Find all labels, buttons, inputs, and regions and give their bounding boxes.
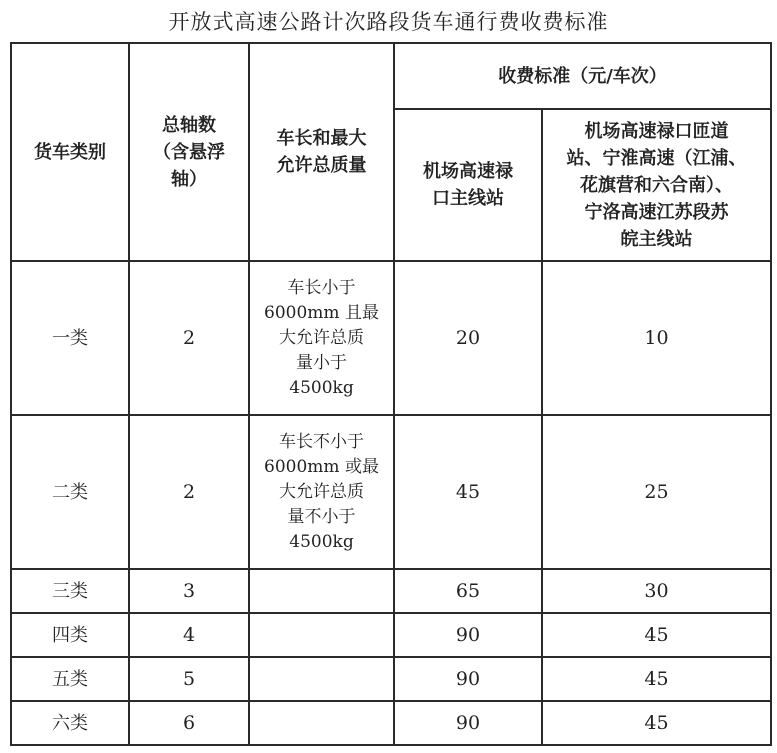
category-cell: 四类 <box>11 613 129 657</box>
fee-station-1-cell: 45 <box>394 415 542 569</box>
header-length-mass: 车长和最大 允许总质量 <box>249 43 394 261</box>
fee-station-2-cell: 45 <box>542 657 771 701</box>
fee-station-2-cell: 45 <box>542 613 771 657</box>
axles-cell: 4 <box>129 613 249 657</box>
fee-station-2-cell: 45 <box>542 701 771 745</box>
fee-station-1-cell: 65 <box>394 569 542 613</box>
length-mass-cell: 车长小于 6000mm 且最 大允许总质 量小于 4500kg <box>249 261 394 415</box>
fee-station-1-cell: 20 <box>394 261 542 415</box>
axles-cell: 5 <box>129 657 249 701</box>
header-category: 货车类别 <box>11 43 129 261</box>
category-cell: 六类 <box>11 701 129 745</box>
axles-cell: 3 <box>129 569 249 613</box>
axles-cell: 6 <box>129 701 249 745</box>
header-axles: 总轴数 （含悬浮 轴） <box>129 43 249 261</box>
category-cell: 五类 <box>11 657 129 701</box>
header-station-1: 机场高速禄 口主线站 <box>394 109 542 261</box>
length-mass-cell <box>249 569 394 613</box>
table-row <box>11 701 771 745</box>
length-mass-cell: 车长不小于 6000mm 或最 大允许总质 量不小于 4500kg <box>249 415 394 569</box>
length-mass-cell <box>249 613 394 657</box>
axles-cell: 2 <box>129 415 249 569</box>
fee-station-1-cell: 90 <box>394 613 542 657</box>
table-row <box>11 415 771 569</box>
length-mass-cell <box>249 701 394 745</box>
category-cell: 三类 <box>11 569 129 613</box>
page-title: 开放式高速公路计次路段货车通行费收费标准 <box>168 10 609 34</box>
category-cell: 二类 <box>11 415 129 569</box>
axles-cell: 2 <box>129 261 249 415</box>
fee-station-2-cell: 30 <box>542 569 771 613</box>
fee-station-1-cell: 90 <box>394 657 542 701</box>
fee-station-2-cell: 25 <box>542 415 771 569</box>
table-row <box>11 657 771 701</box>
header-station-2: 机场高速禄口匝道 站、宁淮高速（江浦、 花旗营和六合南）、 宁洛高速江苏段苏 皖主线站 <box>542 109 771 261</box>
toll-fee-table <box>10 42 772 746</box>
table-row <box>11 569 771 613</box>
header-fee-standard: 收费标准（元/车次） <box>394 43 771 109</box>
table-row <box>11 261 771 415</box>
fee-station-1-cell: 90 <box>394 701 542 745</box>
table-row <box>11 613 771 657</box>
category-cell: 一类 <box>11 261 129 415</box>
fee-station-2-cell: 10 <box>542 261 771 415</box>
length-mass-cell <box>249 657 394 701</box>
